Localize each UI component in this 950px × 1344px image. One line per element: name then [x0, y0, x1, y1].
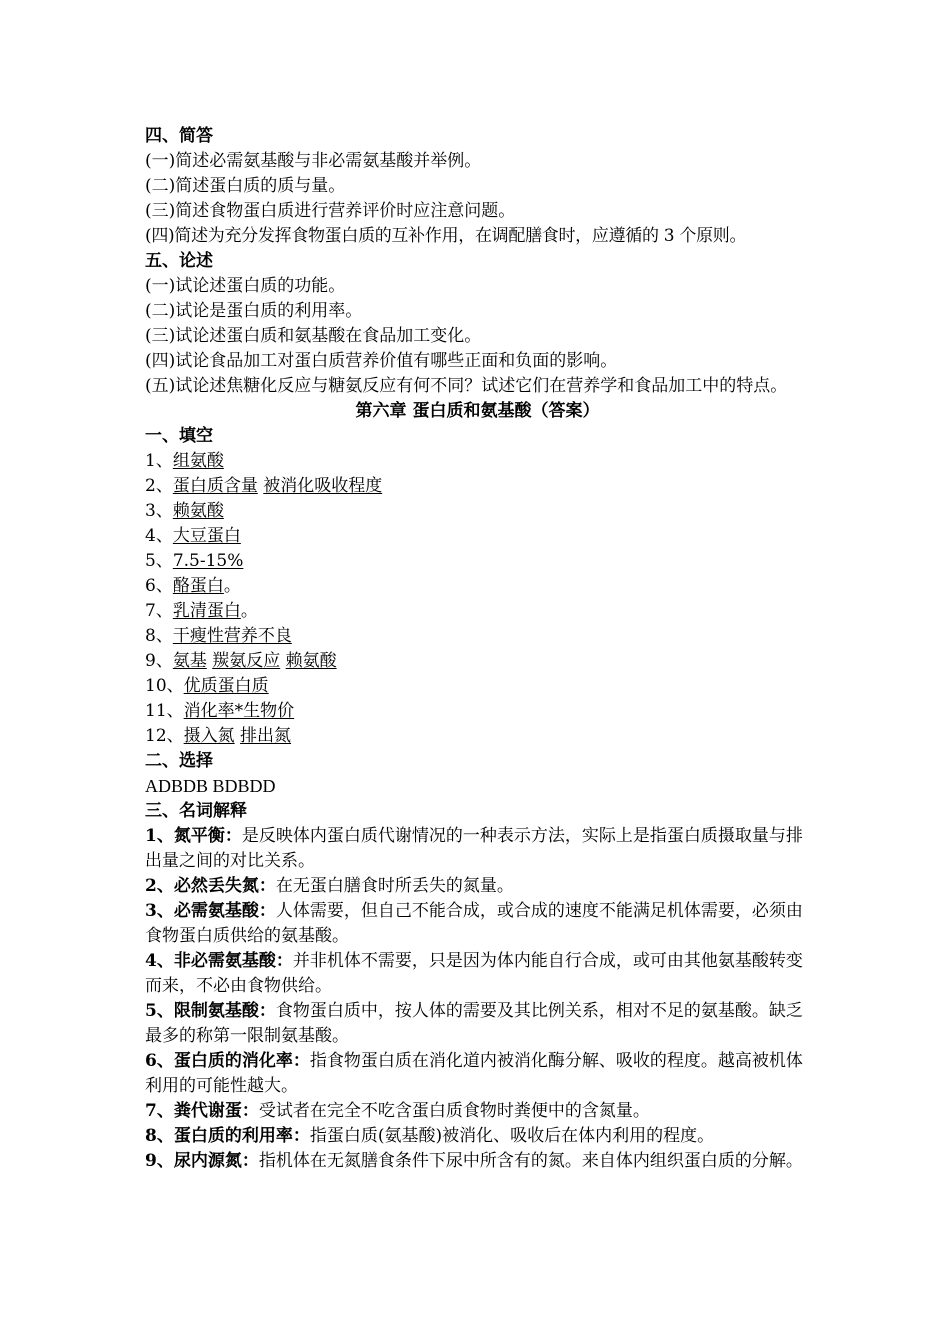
fill-answer-item: [145, 624, 810, 649]
term-label: 5、限制氨基酸：: [145, 1001, 276, 1021]
term-definition: [145, 874, 810, 899]
fill-answer-number: 9、: [145, 651, 173, 671]
fill-answer-number: 7、: [145, 601, 173, 621]
fill-answer-item: [145, 449, 810, 474]
fill-answer-text: 优质蛋白质: [183, 676, 269, 696]
fill-answer-text: 乳清蛋白: [172, 601, 241, 621]
fill-answer-item: [145, 474, 810, 499]
term-definition: [145, 899, 810, 949]
fill-answer-item: [145, 699, 810, 724]
fill-answer-punct: 。: [223, 576, 241, 596]
term-text: 指蛋白质(氨基酸)被消化、吸收后在体内利用的程度。: [309, 1126, 715, 1146]
term-text: 食物蛋白质中，按人体的需要及其比例关系，相对不足的氨基酸。缺乏最多的称第一限制氨基酸。: [145, 1001, 803, 1046]
term-text: 人体需要，但自己不能合成，或合成的速度不能满足机体需要，必须由食物蛋白质供给的氨基酸。: [145, 901, 803, 946]
choice-answers: ADBDB BDBDD: [145, 776, 276, 796]
term-label: 4、非必需氨基酸：: [145, 951, 293, 971]
question-item: (四)简述为充分发挥食物蛋白质的互补作用，在调配膳食时，应遵循的 3 个原则。: [145, 226, 747, 246]
fill-answer-number: 3、: [145, 501, 173, 521]
question-item: (三)试论述蛋白质和氨基酸在食品加工变化。: [145, 326, 482, 346]
fill-answer-list: [145, 449, 810, 749]
fill-answer-number: 1、: [145, 451, 173, 471]
fill-answer-text: 赖氨酸: [285, 651, 337, 671]
term-text: 在无蛋白膳食时所丢失的氮量。: [275, 876, 514, 896]
question-item: (五)试论述焦糖化反应与糖氨反应有何不同？试述它们在营养学和食品加工中的特点。: [145, 376, 788, 396]
fill-answer-item: [145, 724, 810, 749]
question-item: (一)试论述蛋白质的功能。: [145, 276, 346, 296]
term-label: 8、蛋白质的利用率：: [145, 1126, 310, 1146]
term-text: 指机体在无氮膳食条件下尿中所含有的氮。来自体内组织蛋白质的分解。: [258, 1151, 803, 1171]
question-item: (一)简述必需氨基酸与非必需氨基酸并举例。: [145, 151, 482, 171]
section-heading-choice: 二、选择: [145, 751, 213, 771]
term-label: 9、尿内源氮：: [145, 1151, 259, 1171]
fill-answer-item: [145, 499, 810, 524]
term-label: 6、蛋白质的消化率：: [145, 1051, 310, 1071]
term-text: 受试者在完全不吃含蛋白质食物时粪便中的含氮量。: [258, 1101, 650, 1121]
fill-answer-text: 被消化吸收程度: [263, 476, 383, 496]
term-definition: [145, 1124, 810, 1149]
fill-answer-text: 排出氮: [240, 726, 292, 746]
fill-answer-item: [145, 524, 810, 549]
term-definition: [145, 1149, 810, 1174]
section-heading-essay: 五、论述: [145, 251, 213, 271]
fill-answer-item: [145, 599, 810, 624]
fill-answer-text: 氨基: [172, 651, 207, 671]
fill-answer-number: 10、: [145, 676, 184, 696]
fill-answer-item: [145, 574, 810, 599]
term-label: 2、必然丢失氮：: [145, 876, 276, 896]
fill-answer-text: 组氨酸: [172, 451, 224, 471]
fill-answer-item: [145, 649, 810, 674]
question-item: (三)简述食物蛋白质进行营养评价时应注意问题。: [145, 201, 516, 221]
fill-answer-number: 8、: [145, 626, 173, 646]
fill-answer-number: 4、: [145, 526, 173, 546]
section-heading-terms: 三、名词解释: [145, 801, 247, 821]
term-label: 1、氮平衡：: [145, 826, 242, 846]
fill-answer-punct: 。: [240, 601, 258, 621]
question-item: (二)试论是蛋白质的利用率。: [145, 301, 363, 321]
term-text: 指食物蛋白质在消化道内被消化酶分解、吸收的程度。越高被机体利用的可能性越大。: [145, 1051, 803, 1096]
fill-answer-text: 摄入氮: [183, 726, 235, 746]
fill-answer-number: 5、: [145, 551, 173, 571]
term-definition: [145, 949, 810, 999]
term-definition: [145, 1099, 810, 1124]
question-item: (四)试论食品加工对蛋白质营养价值有哪些正面和负面的影响。: [145, 351, 618, 371]
fill-answer-text: 干瘦性营养不良: [172, 626, 292, 646]
fill-answer-text: 赖氨酸: [172, 501, 224, 521]
fill-answer-text: 消化率*生物价: [183, 701, 295, 721]
fill-answer-text: 7.5-15%: [172, 551, 244, 571]
chapter-title: 第六章 蛋白质和氨基酸（答案）: [355, 401, 600, 421]
fill-answer-text: 羰氨反应: [212, 651, 281, 671]
term-label: 7、粪代谢蛋：: [145, 1101, 259, 1121]
fill-answer-text: 蛋白质含量: [172, 476, 258, 496]
fill-answer-item: [145, 674, 810, 699]
document-page: [145, 124, 810, 1174]
fill-answer-number: 12、: [145, 726, 184, 746]
section-heading-fill: 一、填空: [145, 426, 213, 446]
section-heading-short-answer: 四、简答: [145, 126, 213, 146]
fill-answer-number: 2、: [145, 476, 173, 496]
fill-answer-text: 酪蛋白: [172, 576, 224, 596]
term-definition: [145, 1049, 810, 1099]
fill-answer-text: 大豆蛋白: [172, 526, 241, 546]
question-item: (二)简述蛋白质的质与量。: [145, 176, 346, 196]
term-text: 是反映体内蛋白质代谢情况的一种表示方法，实际上是指蛋白质摄取量与排出量之间的对比关系。: [145, 826, 803, 871]
term-definition-list: [145, 824, 810, 1174]
term-definition: [145, 999, 810, 1049]
fill-answer-item: [145, 549, 810, 574]
term-definition: [145, 824, 810, 874]
term-text: 并非机体不需要，只是因为体内能自行合成，或可由其他氨基酸转变而来，不必由食物供给。: [145, 951, 803, 996]
fill-answer-number: 11、: [145, 701, 184, 721]
term-label: 3、必需氨基酸：: [145, 901, 276, 921]
fill-answer-number: 6、: [145, 576, 173, 596]
